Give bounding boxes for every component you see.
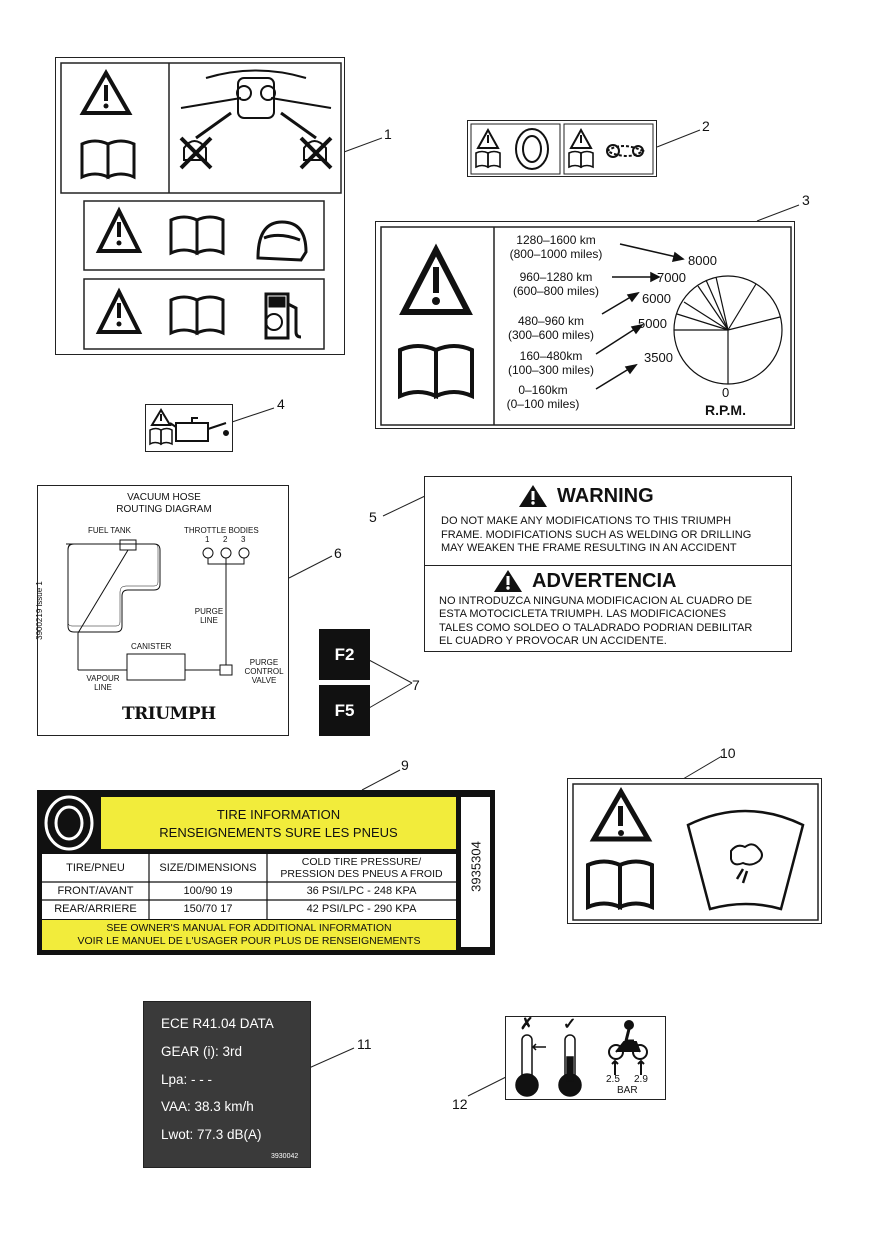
ece-lpa: Lpa: - - -	[161, 1072, 213, 1087]
warning-text-en-3: MAY WEAKEN THE FRAME RESULTING IN AN ACCIDENT	[441, 542, 737, 554]
warning-triangle-icon	[478, 130, 498, 148]
warning-text-en-1: DO NOT MAKE ANY MODIFICATIONS TO THIS TRIUMPH	[441, 515, 732, 527]
warning-triangle-icon	[494, 570, 522, 592]
callout-2: 2	[702, 118, 710, 134]
ece-vaa: VAA: 38.3 km/h	[161, 1099, 254, 1114]
hot-thermometer-icon	[559, 1035, 581, 1096]
callout-1: 1	[384, 126, 392, 142]
purge-line-label-1: PURGE	[194, 607, 224, 616]
rear-pressure: 2.9	[634, 1074, 648, 1085]
tire-title-en: TIRE INFORMATION	[216, 807, 341, 822]
tire-row-front-pos: FRONT/AVANT	[57, 885, 134, 897]
manual-book-icon	[82, 141, 134, 177]
rpm-0: 0	[722, 385, 730, 400]
range-miles-2: (600–800 miles)	[512, 284, 600, 298]
tire-part-number: 3935304	[468, 841, 484, 892]
label-1	[55, 57, 345, 355]
label-3-rpm	[375, 221, 795, 429]
callout-12: 12	[452, 1096, 468, 1112]
tire-row-rear-size: 150/70 17	[183, 903, 233, 915]
pcv-label-3: VALVE	[251, 676, 277, 685]
tire-header-pressure-2: PRESSION DES PNEUS A FROID	[280, 868, 443, 880]
range-miles-3: (300–600 miles)	[507, 328, 595, 342]
ece-part-number: 3930042	[271, 1153, 299, 1160]
callout-4: 4	[277, 396, 285, 412]
fuel-tank-label: FUEL TANK	[88, 526, 131, 535]
handlebar-helmet-icon	[181, 71, 331, 169]
tire-row-front-pressure: 36 PSI/LPC - 248 KPA	[306, 885, 417, 897]
tire-row-front-size: 100/90 19	[183, 885, 233, 897]
tire-title-fr: RENSEIGNEMENTS SURE LES PNEUS	[159, 825, 398, 840]
range-km-4: 160–480km	[519, 349, 583, 363]
check-icon: ✓	[563, 1016, 577, 1033]
range-miles-5: (0–100 miles)	[506, 397, 580, 411]
cross-icon: ✗	[520, 1016, 534, 1033]
vapour-line-label-2: LINE	[94, 683, 112, 692]
front-pressure: 2.5	[606, 1074, 620, 1085]
callout-10: 10	[720, 745, 736, 761]
vacuum-title-1: VACUUM HOSE	[127, 492, 201, 503]
warning-triangle-icon	[152, 410, 170, 425]
warning-triangle-icon	[404, 250, 468, 312]
label-10-screen-care	[567, 778, 822, 924]
tire-footer	[42, 920, 456, 950]
helmet-icon	[258, 222, 306, 260]
range-km-1: 1280–1600 km	[516, 233, 596, 247]
pressure-unit: BAR	[617, 1085, 638, 1096]
label-9-tire-info	[37, 790, 495, 955]
pcv-label-2: CONTROL	[244, 667, 284, 676]
canister-label: CANISTER	[131, 642, 172, 651]
range-km-3: 480–960 km	[517, 314, 585, 328]
rpm-3500: 3500	[644, 350, 673, 365]
tire-icon	[37, 793, 99, 853]
ece-lwot: Lwot: 77.3 dB(A)	[161, 1127, 262, 1142]
label-5-warning	[424, 476, 792, 652]
fuse-label-f2: F2	[319, 629, 370, 680]
issue-number: 3900219 issue 1	[34, 581, 44, 640]
throttle-2: 2	[223, 535, 228, 544]
warning-triangle-icon	[99, 211, 139, 251]
tire-header-pressure-1: COLD TIRE PRESSURE/	[301, 856, 422, 868]
range-miles-1: (800–1000 miles)	[509, 247, 603, 261]
label-6-vacuum-diagram	[34, 485, 289, 736]
manual-book-icon	[150, 429, 172, 445]
warning-title-en: WARNING	[557, 485, 654, 507]
manual-book-icon	[588, 862, 652, 908]
warning-text-es-4: EL CUADRO Y PROVOCAR UN ACCIDENTE.	[439, 634, 667, 647]
oil-can-icon	[170, 418, 228, 441]
tire-header-pos: TIRE/PNEU	[66, 862, 125, 874]
purge-line-label-2: LINE	[200, 616, 218, 625]
callout-3: 3	[802, 192, 810, 208]
manual-book-icon	[476, 152, 500, 168]
warning-triangle-icon	[83, 73, 129, 113]
fuel-pump-icon	[266, 294, 301, 338]
windscreen-clean-icon	[688, 811, 803, 909]
range-km-5: 0–160km	[518, 383, 568, 397]
warning-triangle-icon	[99, 292, 139, 332]
rpm-dial	[674, 276, 782, 384]
chain-icon	[607, 145, 643, 157]
pcv-label-1: PURGE	[249, 658, 279, 667]
tire-row-rear-pos: REAR/ARRIERE	[54, 903, 137, 915]
warning-text-es-2: ESTA MOTOCICLETA TRIUMPH. LAS MODIFICACIONES	[439, 608, 727, 621]
label-4-oil	[145, 404, 233, 452]
tire-table	[42, 854, 456, 919]
manual-book-icon	[400, 346, 472, 396]
warning-title-es: ADVERTENCIA	[532, 570, 677, 592]
rpm-7000: 7000	[657, 270, 686, 285]
callout-5: 5	[369, 509, 377, 525]
manual-book-icon	[171, 217, 223, 253]
callout-7: 7	[412, 677, 420, 693]
tire-row-rear-pressure: 42 PSI/LPC - 290 KPA	[306, 903, 417, 915]
ece-gear: GEAR (i): 3rd	[161, 1044, 243, 1059]
rpm-6000: 6000	[642, 291, 671, 306]
rpm-5000: 5000	[638, 316, 667, 331]
tire-footer-fr: VOIR LE MANUEL DE L'USAGER POUR PLUS DE RENSEIGNEMENTS	[77, 935, 421, 947]
label-2	[467, 120, 657, 177]
triumph-logo: TRIUMPH	[122, 704, 216, 724]
fuse-label-f5: F5	[319, 685, 370, 736]
tire-icon	[516, 129, 548, 169]
callout-9: 9	[401, 757, 409, 773]
ece-title: ECE R41.04 DATA	[161, 1016, 274, 1031]
callout-6: 6	[334, 545, 342, 561]
throttle-bodies-label: THROTTLE BODIES	[184, 526, 259, 535]
warning-text-es-1: NO INTRODUZCA NINGUNA MODIFICACION AL CUADRO DE	[439, 595, 753, 607]
tire-footer-en: SEE OWNER'S MANUAL FOR ADDITIONAL INFORMATION	[106, 922, 392, 934]
throttle-1: 1	[205, 535, 210, 544]
vapour-line-label-1: VAPOUR	[86, 674, 120, 683]
rpm-8000: 8000	[688, 253, 717, 268]
warning-text-es-3: TALES COMO SOLDEO O TALADRADO PODRIAN DEBILITAR	[439, 621, 753, 634]
motorcycle-rider-icon	[609, 1021, 647, 1075]
manual-book-icon	[569, 152, 593, 168]
throttle-3: 3	[241, 535, 246, 544]
warning-triangle-icon	[519, 485, 547, 507]
manual-book-icon	[171, 297, 223, 333]
warning-triangle-icon	[571, 130, 591, 148]
rpm-unit: R.P.M.	[705, 402, 746, 418]
warning-text-en-2: FRAME. MODIFICATIONS SUCH AS WELDING OR DRILLING	[441, 528, 752, 541]
label-12-tyre-pressure	[505, 1016, 666, 1100]
vacuum-title-2: ROUTING DIAGRAM	[116, 504, 212, 515]
tire-title-panel	[101, 797, 456, 849]
tire-header-size: SIZE/DIMENSIONS	[159, 862, 257, 874]
callout-11: 11	[357, 1036, 372, 1052]
warning-triangle-icon	[594, 792, 648, 839]
range-km-2: 960–1280 km	[519, 270, 593, 284]
range-miles-4: (100–300 miles)	[507, 363, 595, 377]
cold-thermometer-icon	[516, 1035, 546, 1096]
label-11-ece-data	[143, 1001, 311, 1168]
tire-part-panel	[461, 797, 490, 947]
